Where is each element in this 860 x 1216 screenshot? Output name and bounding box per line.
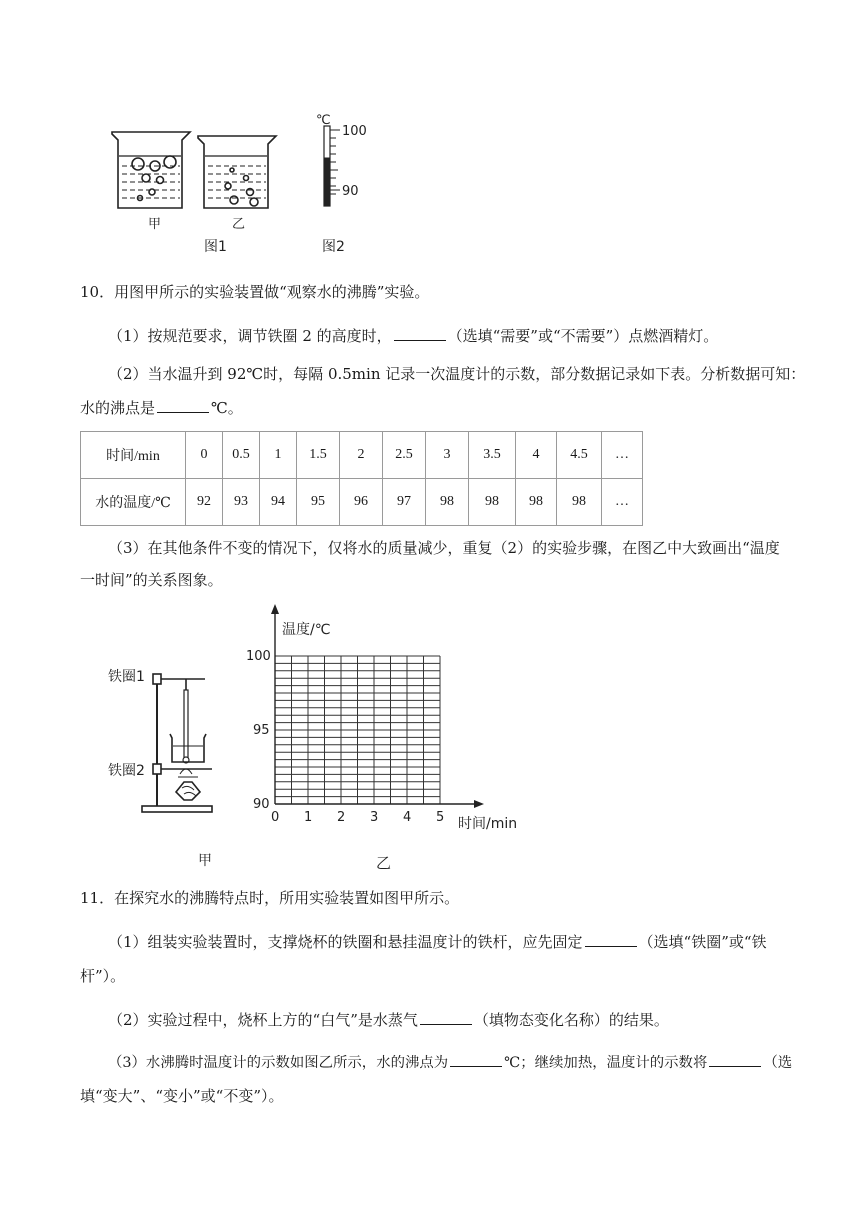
- beaker-jia: [112, 132, 190, 208]
- y-axis-title: 温度/℃: [282, 622, 331, 638]
- table-cell: 98: [557, 479, 602, 526]
- table-cell: 98: [469, 479, 516, 526]
- q11-answer-blank-3[interactable]: [450, 1052, 502, 1067]
- thermo-unit: ℃: [316, 113, 331, 128]
- q11-part3-text-a: （3）水沸腾时温度计的示数如图乙所示，水的沸点为: [108, 1055, 449, 1071]
- q11-part2-text-b: （填物态变化名称）的结果。: [473, 1011, 669, 1029]
- q10-part1: [108, 326, 718, 346]
- table-row-temp: [81, 479, 643, 526]
- table-cell: 3: [426, 432, 469, 479]
- table-cell: 98: [516, 479, 557, 526]
- temperature-time-grid[interactable]: [240, 600, 530, 840]
- q11-part2-text-a: （2）实验过程中，烧杯上方的“白气”是水蒸气: [108, 1011, 418, 1029]
- q11-stem: 11．在探究水的沸腾特点时，所用实验装置如图甲所示。: [80, 889, 460, 907]
- grid-caption-yi: 乙: [376, 854, 392, 872]
- table-header-time: 时间/min: [81, 432, 186, 479]
- beaker-yi: [198, 136, 276, 208]
- q11-part1-text-b: （选填“铁圈”或“铁: [638, 933, 767, 951]
- y-axis-arrow: [271, 604, 279, 614]
- table-cell: 97: [383, 479, 426, 526]
- y-tick-100: 100: [246, 649, 271, 664]
- table-cell: 95: [297, 479, 340, 526]
- x-tick-5: 5: [436, 810, 445, 825]
- q10-part2-text-c: ℃。: [211, 399, 243, 417]
- q10-part1-text-a: （1）按规范要求，调节铁圈 2 的高度时，: [108, 327, 392, 345]
- q11-part1-text-a: （1）组装实验装置时，支撑烧杯的铁圈和悬挂温度计的铁杆，应先固定: [108, 933, 583, 951]
- table-cell: 98: [426, 479, 469, 526]
- ring1-label: 铁圈1: [108, 669, 145, 685]
- q10-part2-line1: （2）当水温升到 92℃时，每隔 0.5min 记录一次温度计的示数，部分数据记录如下表。分析数据可知：: [108, 365, 806, 383]
- table-cell: 1: [260, 432, 297, 479]
- table-cell: 96: [340, 479, 383, 526]
- table-cell: …: [602, 432, 643, 479]
- table-cell: 0.5: [223, 432, 260, 479]
- q11-part2: [108, 1010, 669, 1030]
- apparatus-caption-jia: 甲: [198, 853, 212, 869]
- q10-part3-line1: （3）在其他条件不变的情况下，仅将水的质量减少，重复（2）的实验步骤，在图乙中大致画出“温度: [108, 539, 780, 557]
- table-cell: …: [602, 479, 643, 526]
- y-tick-95: 95: [253, 723, 270, 738]
- table-cell: 94: [260, 479, 297, 526]
- q10-part1-text-b: （选填“需要”或“不需要”）点燃酒精灯。: [447, 327, 719, 345]
- thermo-bottom-label: 90: [342, 184, 359, 199]
- table-row-time: [81, 432, 643, 479]
- table-cell: 2.5: [383, 432, 426, 479]
- ring2-label: 铁圈2: [108, 763, 145, 779]
- thermo-top-label: 100: [342, 124, 367, 139]
- q11-part1-line1: [108, 932, 767, 952]
- table-cell: 4.5: [557, 432, 602, 479]
- grid-lines: [275, 656, 440, 804]
- table-cell: 1.5: [297, 432, 340, 479]
- q10-answer-blank-2[interactable]: [157, 398, 209, 413]
- table-cell: 2: [340, 432, 383, 479]
- q11-part3-line1: [108, 1052, 792, 1073]
- y-tick-90: 90: [253, 797, 270, 812]
- table-cell: 92: [186, 479, 223, 526]
- x-axis-title: 时间/min: [458, 816, 518, 832]
- q11-answer-blank-1[interactable]: [585, 932, 637, 947]
- beaker-yi-label: 乙: [232, 217, 246, 232]
- q10-part2-text-b: 水的沸点是: [80, 399, 156, 417]
- q11-part3-text-c: （选: [763, 1055, 793, 1071]
- table-cell: 3.5: [469, 432, 516, 479]
- boiling-data-table: [80, 431, 643, 526]
- x-tick-0: 0: [271, 810, 280, 825]
- q11-answer-blank-2[interactable]: [420, 1010, 472, 1025]
- figure-1-2: [100, 108, 400, 258]
- beaker-jia-label: 甲: [148, 217, 162, 232]
- q11-part3-line2: 填“变大”、“变小”或“不变”）。: [80, 1087, 284, 1105]
- q10-answer-blank-1[interactable]: [394, 326, 446, 341]
- x-tick-3: 3: [370, 810, 379, 825]
- x-tick-1: 1: [304, 810, 313, 825]
- x-axis-arrow: [474, 800, 484, 808]
- table-cell: 0: [186, 432, 223, 479]
- q10-part3-line2: 一时间”的关系图象。: [80, 571, 223, 589]
- thermometer-scale: [324, 126, 340, 206]
- q11-answer-blank-4[interactable]: [709, 1052, 761, 1067]
- table-cell: 4: [516, 432, 557, 479]
- q10-part2-line2: [80, 398, 243, 418]
- fig2-caption: 图2: [322, 239, 345, 255]
- fig1-caption: 图1: [204, 239, 227, 255]
- table-header-temp: 水的温度/℃: [81, 479, 186, 526]
- q11-part3-text-b: ℃；继续加热，温度计的示数将: [504, 1055, 708, 1071]
- table-cell: 93: [223, 479, 260, 526]
- q11-part1-line2: 杆”）。: [80, 967, 126, 985]
- x-tick-2: 2: [337, 810, 346, 825]
- x-tick-4: 4: [403, 810, 412, 825]
- q10-stem: 10．用图甲所示的实验装置做“观察水的沸腾”实验。: [80, 283, 430, 301]
